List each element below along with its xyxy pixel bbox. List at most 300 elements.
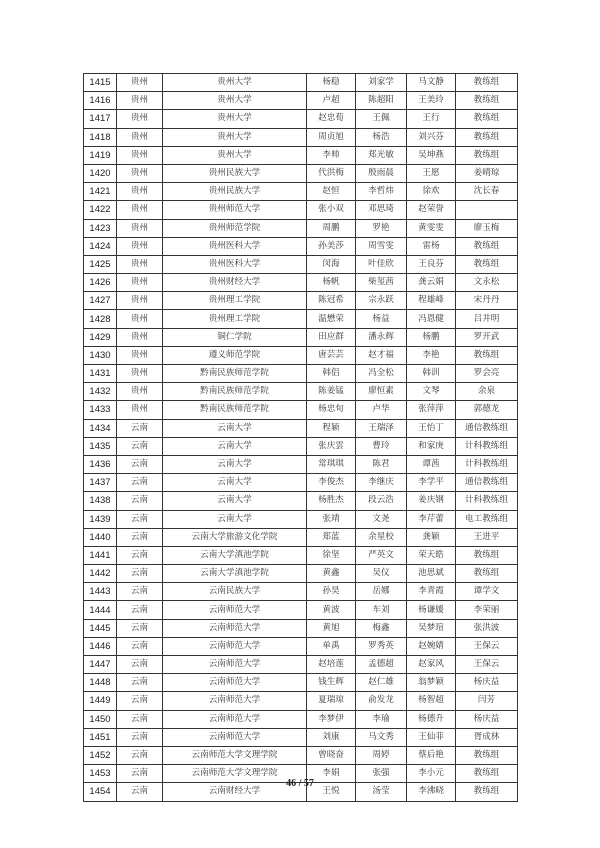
member1-cell: 李娟 (307, 765, 356, 783)
coach-cell: 王保云 (456, 656, 518, 674)
province-cell: 贵州 (117, 274, 163, 292)
team-roster-table (83, 73, 518, 802)
school-cell: 贵州理工学院 (163, 310, 307, 328)
coach-cell: 教练组 (456, 546, 518, 564)
member3-cell: 吴梦瑄 (407, 619, 456, 637)
table-row (84, 183, 518, 201)
member3-cell: 王行 (407, 110, 456, 128)
school-cell: 贵州医科大学 (163, 237, 307, 255)
member1-cell: 李梦伊 (307, 710, 356, 728)
member2-cell: 周婷 (356, 746, 407, 764)
coach-cell: 郭德龙 (456, 401, 518, 419)
member1-cell: 韩侣 (307, 365, 356, 383)
member2-cell: 杨浩 (356, 128, 407, 146)
member2-cell: 潘永辉 (356, 328, 407, 346)
table-row (84, 419, 518, 437)
member3-cell: 冯恩健 (407, 310, 456, 328)
school-cell: 云南大学 (163, 510, 307, 528)
team-number-cell: 1428 (84, 310, 117, 328)
team-number-cell: 1437 (84, 474, 117, 492)
coach-cell: 教练组 (456, 783, 518, 801)
member3-cell: 池思斌 (407, 565, 456, 583)
coach-cell: 李荣丽 (456, 601, 518, 619)
member1-cell: 陈冠希 (307, 292, 356, 310)
team-number-cell: 1418 (84, 128, 117, 146)
coach-cell: 计科教练组 (456, 455, 518, 473)
province-cell: 贵州 (117, 164, 163, 182)
member2-cell: 梅鑫 (356, 619, 407, 637)
member3-cell: 吴坤燕 (407, 146, 456, 164)
school-cell: 云南师范大学 (163, 619, 307, 637)
team-number-cell: 1440 (84, 528, 117, 546)
member3-cell: 李芹蕾 (407, 510, 456, 528)
team-number-cell: 1426 (84, 274, 117, 292)
coach-cell: 王保云 (456, 637, 518, 655)
team-number-cell: 1452 (84, 746, 117, 764)
member2-cell: 杨益 (356, 310, 407, 328)
school-cell: 贵州大学 (163, 128, 307, 146)
member2-cell: 马文秀 (356, 728, 407, 746)
member2-cell: 陈超阳 (356, 92, 407, 110)
member3-cell: 赵婉婧 (407, 637, 456, 655)
member2-cell: 曹玲 (356, 437, 407, 455)
coach-cell: 沈长春 (456, 183, 518, 201)
member2-cell: 罗艳 (356, 219, 407, 237)
province-cell: 云南 (117, 674, 163, 692)
school-cell: 云南大学 (163, 437, 307, 455)
member3-cell: 谭茜 (407, 455, 456, 473)
member2-cell: 余星校 (356, 528, 407, 546)
member1-cell: 黄波 (307, 601, 356, 619)
coach-cell: 教练组 (456, 92, 518, 110)
team-number-cell: 1417 (84, 110, 117, 128)
coach-cell: 文永松 (456, 274, 518, 292)
province-cell: 云南 (117, 492, 163, 510)
team-number-cell: 1422 (84, 201, 117, 219)
province-cell: 贵州 (117, 146, 163, 164)
member1-cell: 徐坚 (307, 546, 356, 564)
school-cell: 黔南民族师范学院 (163, 401, 307, 419)
member2-cell: 岳娜 (356, 583, 407, 601)
team-number-cell: 1432 (84, 383, 117, 401)
member3-cell: 龚云娟 (407, 274, 456, 292)
table-row (84, 92, 518, 110)
team-number-cell: 1425 (84, 255, 117, 273)
member2-cell: 王瑞泽 (356, 419, 407, 437)
team-number-cell: 1454 (84, 783, 117, 801)
province-cell: 云南 (117, 583, 163, 601)
table-row (84, 601, 518, 619)
table-row (84, 401, 518, 419)
table-row (84, 328, 518, 346)
school-cell: 贵州理工学院 (163, 292, 307, 310)
member3-cell: 王仙菲 (407, 728, 456, 746)
member2-cell: 文尧 (356, 510, 407, 528)
member1-cell: 卢超 (307, 92, 356, 110)
table-body (84, 74, 518, 802)
member3-cell: 李青霞 (407, 583, 456, 601)
member3-cell: 王愿 (407, 164, 456, 182)
member1-cell: 杨胜杰 (307, 492, 356, 510)
province-cell: 贵州 (117, 201, 163, 219)
member3-cell: 张萍萍 (407, 401, 456, 419)
coach-cell: 闫芳 (456, 692, 518, 710)
province-cell: 云南 (117, 455, 163, 473)
team-number-cell: 1430 (84, 346, 117, 364)
coach-cell: 余泉 (456, 383, 518, 401)
team-number-cell: 1423 (84, 219, 117, 237)
table-row (84, 674, 518, 692)
team-number-cell: 1436 (84, 455, 117, 473)
member1-cell: 黄旭 (307, 619, 356, 637)
province-cell: 云南 (117, 765, 163, 783)
member1-cell: 李俊杰 (307, 474, 356, 492)
coach-cell: 教练组 (456, 346, 518, 364)
province-cell: 云南 (117, 656, 163, 674)
member2-cell: 宗永跃 (356, 292, 407, 310)
member3-cell: 龚颖 (407, 528, 456, 546)
member1-cell: 赵忠荀 (307, 110, 356, 128)
member3-cell: 杨德升 (407, 710, 456, 728)
school-cell: 云南师范大学 (163, 601, 307, 619)
member1-cell: 郑蓝 (307, 528, 356, 546)
school-cell: 云南师范大学 (163, 728, 307, 746)
table-row (84, 292, 518, 310)
member3-cell: 文琴 (407, 383, 456, 401)
table-row (84, 310, 518, 328)
team-number-cell: 1441 (84, 546, 117, 564)
province-cell: 云南 (117, 783, 163, 801)
province-cell: 贵州 (117, 310, 163, 328)
province-cell: 贵州 (117, 346, 163, 364)
member2-cell: 俞发龙 (356, 692, 407, 710)
coach-cell: 王进平 (456, 528, 518, 546)
coach-cell: 教练组 (456, 765, 518, 783)
member3-cell: 荣天皓 (407, 546, 456, 564)
school-cell: 云南师范大学 (163, 674, 307, 692)
member2-cell: 郑光敏 (356, 146, 407, 164)
school-cell: 云南师范大学 (163, 692, 307, 710)
member2-cell: 邓思琦 (356, 201, 407, 219)
school-cell: 黔南民族师范学院 (163, 383, 307, 401)
school-cell: 贵州大学 (163, 146, 307, 164)
table-row (84, 455, 518, 473)
member1-cell: 夏瑞琼 (307, 692, 356, 710)
member2-cell: 冯全松 (356, 365, 407, 383)
member2-cell: 刘家学 (356, 74, 407, 92)
school-cell: 云南师范大学文理学院 (163, 746, 307, 764)
coach-cell: 通信教练组 (456, 419, 518, 437)
table-row (84, 492, 518, 510)
coach-cell: 姜晴琼 (456, 164, 518, 182)
province-cell: 云南 (117, 746, 163, 764)
team-number-cell: 1453 (84, 765, 117, 783)
member2-cell: 廖恒素 (356, 383, 407, 401)
province-cell: 云南 (117, 565, 163, 583)
school-cell: 云南师范大学 (163, 637, 307, 655)
member1-cell: 赵培莲 (307, 656, 356, 674)
coach-cell: 罗会亮 (456, 365, 518, 383)
province-cell: 贵州 (117, 92, 163, 110)
coach-cell: 杨庆益 (456, 674, 518, 692)
table-row (84, 274, 518, 292)
team-number-cell: 1438 (84, 492, 117, 510)
school-cell: 铜仁学院 (163, 328, 307, 346)
table-row (84, 146, 518, 164)
member3-cell: 黄雯雯 (407, 219, 456, 237)
table-row (84, 110, 518, 128)
school-cell: 云南大学 (163, 455, 307, 473)
coach-cell: 计科教练组 (456, 437, 518, 455)
school-cell: 云南大学旅游文化学院 (163, 528, 307, 546)
member1-cell: 温懋荣 (307, 310, 356, 328)
member1-cell: 周贞旭 (307, 128, 356, 146)
team-number-cell: 1424 (84, 237, 117, 255)
coach-cell: 电工教练组 (456, 510, 518, 528)
member3-cell: 翁梦颖 (407, 674, 456, 692)
member2-cell: 段云浩 (356, 492, 407, 510)
table-row (84, 510, 518, 528)
coach-cell: 教练组 (456, 746, 518, 764)
member1-cell: 程颖 (307, 419, 356, 437)
coach-cell: 张洪波 (456, 619, 518, 637)
school-cell: 云南大学滇池学院 (163, 546, 307, 564)
team-number-cell: 1443 (84, 583, 117, 601)
member2-cell: 罗秀英 (356, 637, 407, 655)
province-cell: 贵州 (117, 219, 163, 237)
school-cell: 云南大学 (163, 474, 307, 492)
province-cell: 贵州 (117, 365, 163, 383)
member2-cell: 严英文 (356, 546, 407, 564)
table-row (84, 656, 518, 674)
team-number-cell: 1416 (84, 92, 117, 110)
coach-cell: 计科教练组 (456, 492, 518, 510)
member2-cell: 孟德超 (356, 656, 407, 674)
table-row (84, 164, 518, 182)
province-cell: 贵州 (117, 237, 163, 255)
member3-cell: 蔡后艳 (407, 746, 456, 764)
member1-cell: 孙美莎 (307, 237, 356, 255)
member3-cell: 徐欢 (407, 183, 456, 201)
table-row (84, 546, 518, 564)
table-row (84, 437, 518, 455)
member2-cell: 吴仪 (356, 565, 407, 583)
member1-cell: 杨忠旬 (307, 401, 356, 419)
member2-cell: 周雪雯 (356, 237, 407, 255)
member1-cell: 孙昊 (307, 583, 356, 601)
coach-cell: 教练组 (456, 237, 518, 255)
team-number-cell: 1434 (84, 419, 117, 437)
province-cell: 云南 (117, 601, 163, 619)
school-cell: 黔南民族师范学院 (163, 365, 307, 383)
province-cell: 云南 (117, 474, 163, 492)
province-cell: 云南 (117, 510, 163, 528)
province-cell: 云南 (117, 546, 163, 564)
team-number-cell: 1415 (84, 74, 117, 92)
team-number-cell: 1445 (84, 619, 117, 637)
member3-cell: 杨谦媛 (407, 601, 456, 619)
member1-cell: 曾晓奋 (307, 746, 356, 764)
member3-cell: 杨鹏 (407, 328, 456, 346)
coach-cell (456, 201, 518, 219)
member1-cell: 单禹 (307, 637, 356, 655)
province-cell: 云南 (117, 419, 163, 437)
member1-cell: 周鹏 (307, 219, 356, 237)
team-number-cell: 1444 (84, 601, 117, 619)
table-row (84, 474, 518, 492)
member2-cell: 陈君 (356, 455, 407, 473)
member3-cell: 李学平 (407, 474, 456, 492)
member2-cell: 李瑜 (356, 710, 407, 728)
member3-cell: 李艳 (407, 346, 456, 364)
school-cell: 贵州医科大学 (163, 255, 307, 273)
school-cell: 贵州师范大学 (163, 201, 307, 219)
province-cell: 贵州 (117, 183, 163, 201)
member1-cell: 杨帆 (307, 274, 356, 292)
member2-cell: 赵仁雄 (356, 674, 407, 692)
member3-cell: 雷杨 (407, 237, 456, 255)
member2-cell: 殷雨晨 (356, 164, 407, 182)
member3-cell: 杨智超 (407, 692, 456, 710)
table-row (84, 255, 518, 273)
team-number-cell: 1427 (84, 292, 117, 310)
province-cell: 贵州 (117, 74, 163, 92)
school-cell: 贵州民族大学 (163, 164, 307, 182)
member1-cell: 张小双 (307, 201, 356, 219)
member1-cell: 常琪琪 (307, 455, 356, 473)
page-number: 46 / 57 (286, 778, 314, 789)
province-cell: 云南 (117, 437, 163, 455)
member3-cell: 王良芬 (407, 255, 456, 273)
school-cell: 云南大学 (163, 419, 307, 437)
table-row (84, 728, 518, 746)
member1-cell: 李帅 (307, 146, 356, 164)
team-number-cell: 1420 (84, 164, 117, 182)
province-cell: 贵州 (117, 128, 163, 146)
coach-cell: 宋丹丹 (456, 292, 518, 310)
table-row (84, 619, 518, 637)
table-row (84, 565, 518, 583)
member1-cell: 王悦 (307, 783, 356, 801)
team-number-cell: 1435 (84, 437, 117, 455)
member1-cell: 钱生辉 (307, 674, 356, 692)
province-cell: 贵州 (117, 255, 163, 273)
member3-cell: 李小元 (407, 765, 456, 783)
member2-cell: 王佩 (356, 110, 407, 128)
team-number-cell: 1451 (84, 728, 117, 746)
member2-cell: 张强 (356, 765, 407, 783)
table-row (84, 201, 518, 219)
province-cell: 云南 (117, 728, 163, 746)
member1-cell: 黄鑫 (307, 565, 356, 583)
table-row (84, 128, 518, 146)
province-cell: 云南 (117, 528, 163, 546)
school-cell: 贵州师范学院 (163, 219, 307, 237)
coach-cell: 教练组 (456, 255, 518, 273)
member3-cell: 程雄峰 (407, 292, 456, 310)
school-cell: 贵州财经大学 (163, 274, 307, 292)
member2-cell: 卢华 (356, 401, 407, 419)
coach-cell: 谭学文 (456, 583, 518, 601)
province-cell: 云南 (117, 637, 163, 655)
school-cell: 云南大学 (163, 492, 307, 510)
coach-cell: 教练组 (456, 146, 518, 164)
team-number-cell: 1419 (84, 146, 117, 164)
coach-cell: 罗开武 (456, 328, 518, 346)
school-cell: 贵州大学 (163, 92, 307, 110)
table-row (84, 74, 518, 92)
coach-cell: 教练组 (456, 565, 518, 583)
school-cell: 云南师范大学 (163, 656, 307, 674)
school-cell: 遵义师范学院 (163, 346, 307, 364)
member3-cell: 赵荣誉 (407, 201, 456, 219)
member2-cell: 汤莹 (356, 783, 407, 801)
member1-cell: 代洪梅 (307, 164, 356, 182)
coach-cell: 杨庆益 (456, 710, 518, 728)
member1-cell: 闵海 (307, 255, 356, 273)
table-row (84, 583, 518, 601)
member3-cell: 韩训 (407, 365, 456, 383)
team-number-cell: 1429 (84, 328, 117, 346)
province-cell: 贵州 (117, 292, 163, 310)
member2-cell: 柴玺茜 (356, 274, 407, 292)
table-row (84, 528, 518, 546)
province-cell: 云南 (117, 619, 163, 637)
table-row (84, 219, 518, 237)
team-number-cell: 1446 (84, 637, 117, 655)
province-cell: 贵州 (117, 401, 163, 419)
team-number-cell: 1439 (84, 510, 117, 528)
team-number-cell: 1448 (84, 674, 117, 692)
school-cell: 云南师范大学 (163, 710, 307, 728)
member1-cell: 张靖 (307, 510, 356, 528)
team-number-cell: 1450 (84, 710, 117, 728)
member3-cell: 王美玲 (407, 92, 456, 110)
province-cell: 贵州 (117, 383, 163, 401)
table-row (84, 637, 518, 655)
team-number-cell: 1442 (84, 565, 117, 583)
member3-cell: 李沸晓 (407, 783, 456, 801)
member2-cell: 叶佳欣 (356, 255, 407, 273)
school-cell: 贵州大学 (163, 74, 307, 92)
team-number-cell: 1447 (84, 656, 117, 674)
team-number-cell: 1433 (84, 401, 117, 419)
team-number-cell: 1431 (84, 365, 117, 383)
province-cell: 贵州 (117, 328, 163, 346)
coach-cell: 教练组 (456, 74, 518, 92)
coach-cell: 吕井明 (456, 310, 518, 328)
province-cell: 云南 (117, 710, 163, 728)
member1-cell: 张庆雲 (307, 437, 356, 455)
member2-cell: 赵才福 (356, 346, 407, 364)
member3-cell: 和家庚 (407, 437, 456, 455)
province-cell: 贵州 (117, 110, 163, 128)
school-cell: 贵州大学 (163, 110, 307, 128)
member3-cell: 马文静 (407, 74, 456, 92)
coach-cell: 教练组 (456, 128, 518, 146)
member1-cell: 唐芸芸 (307, 346, 356, 364)
school-cell: 云南民族大学 (163, 583, 307, 601)
member2-cell: 车刘 (356, 601, 407, 619)
coach-cell: 通信教练组 (456, 474, 518, 492)
member3-cell: 姜庆钢 (407, 492, 456, 510)
member2-cell: 李哲炜 (356, 183, 407, 201)
member1-cell: 陈姜锰 (307, 383, 356, 401)
member3-cell: 刘兴芬 (407, 128, 456, 146)
member3-cell: 王怡丁 (407, 419, 456, 437)
school-cell: 贵州民族大学 (163, 183, 307, 201)
table-row (84, 746, 518, 764)
